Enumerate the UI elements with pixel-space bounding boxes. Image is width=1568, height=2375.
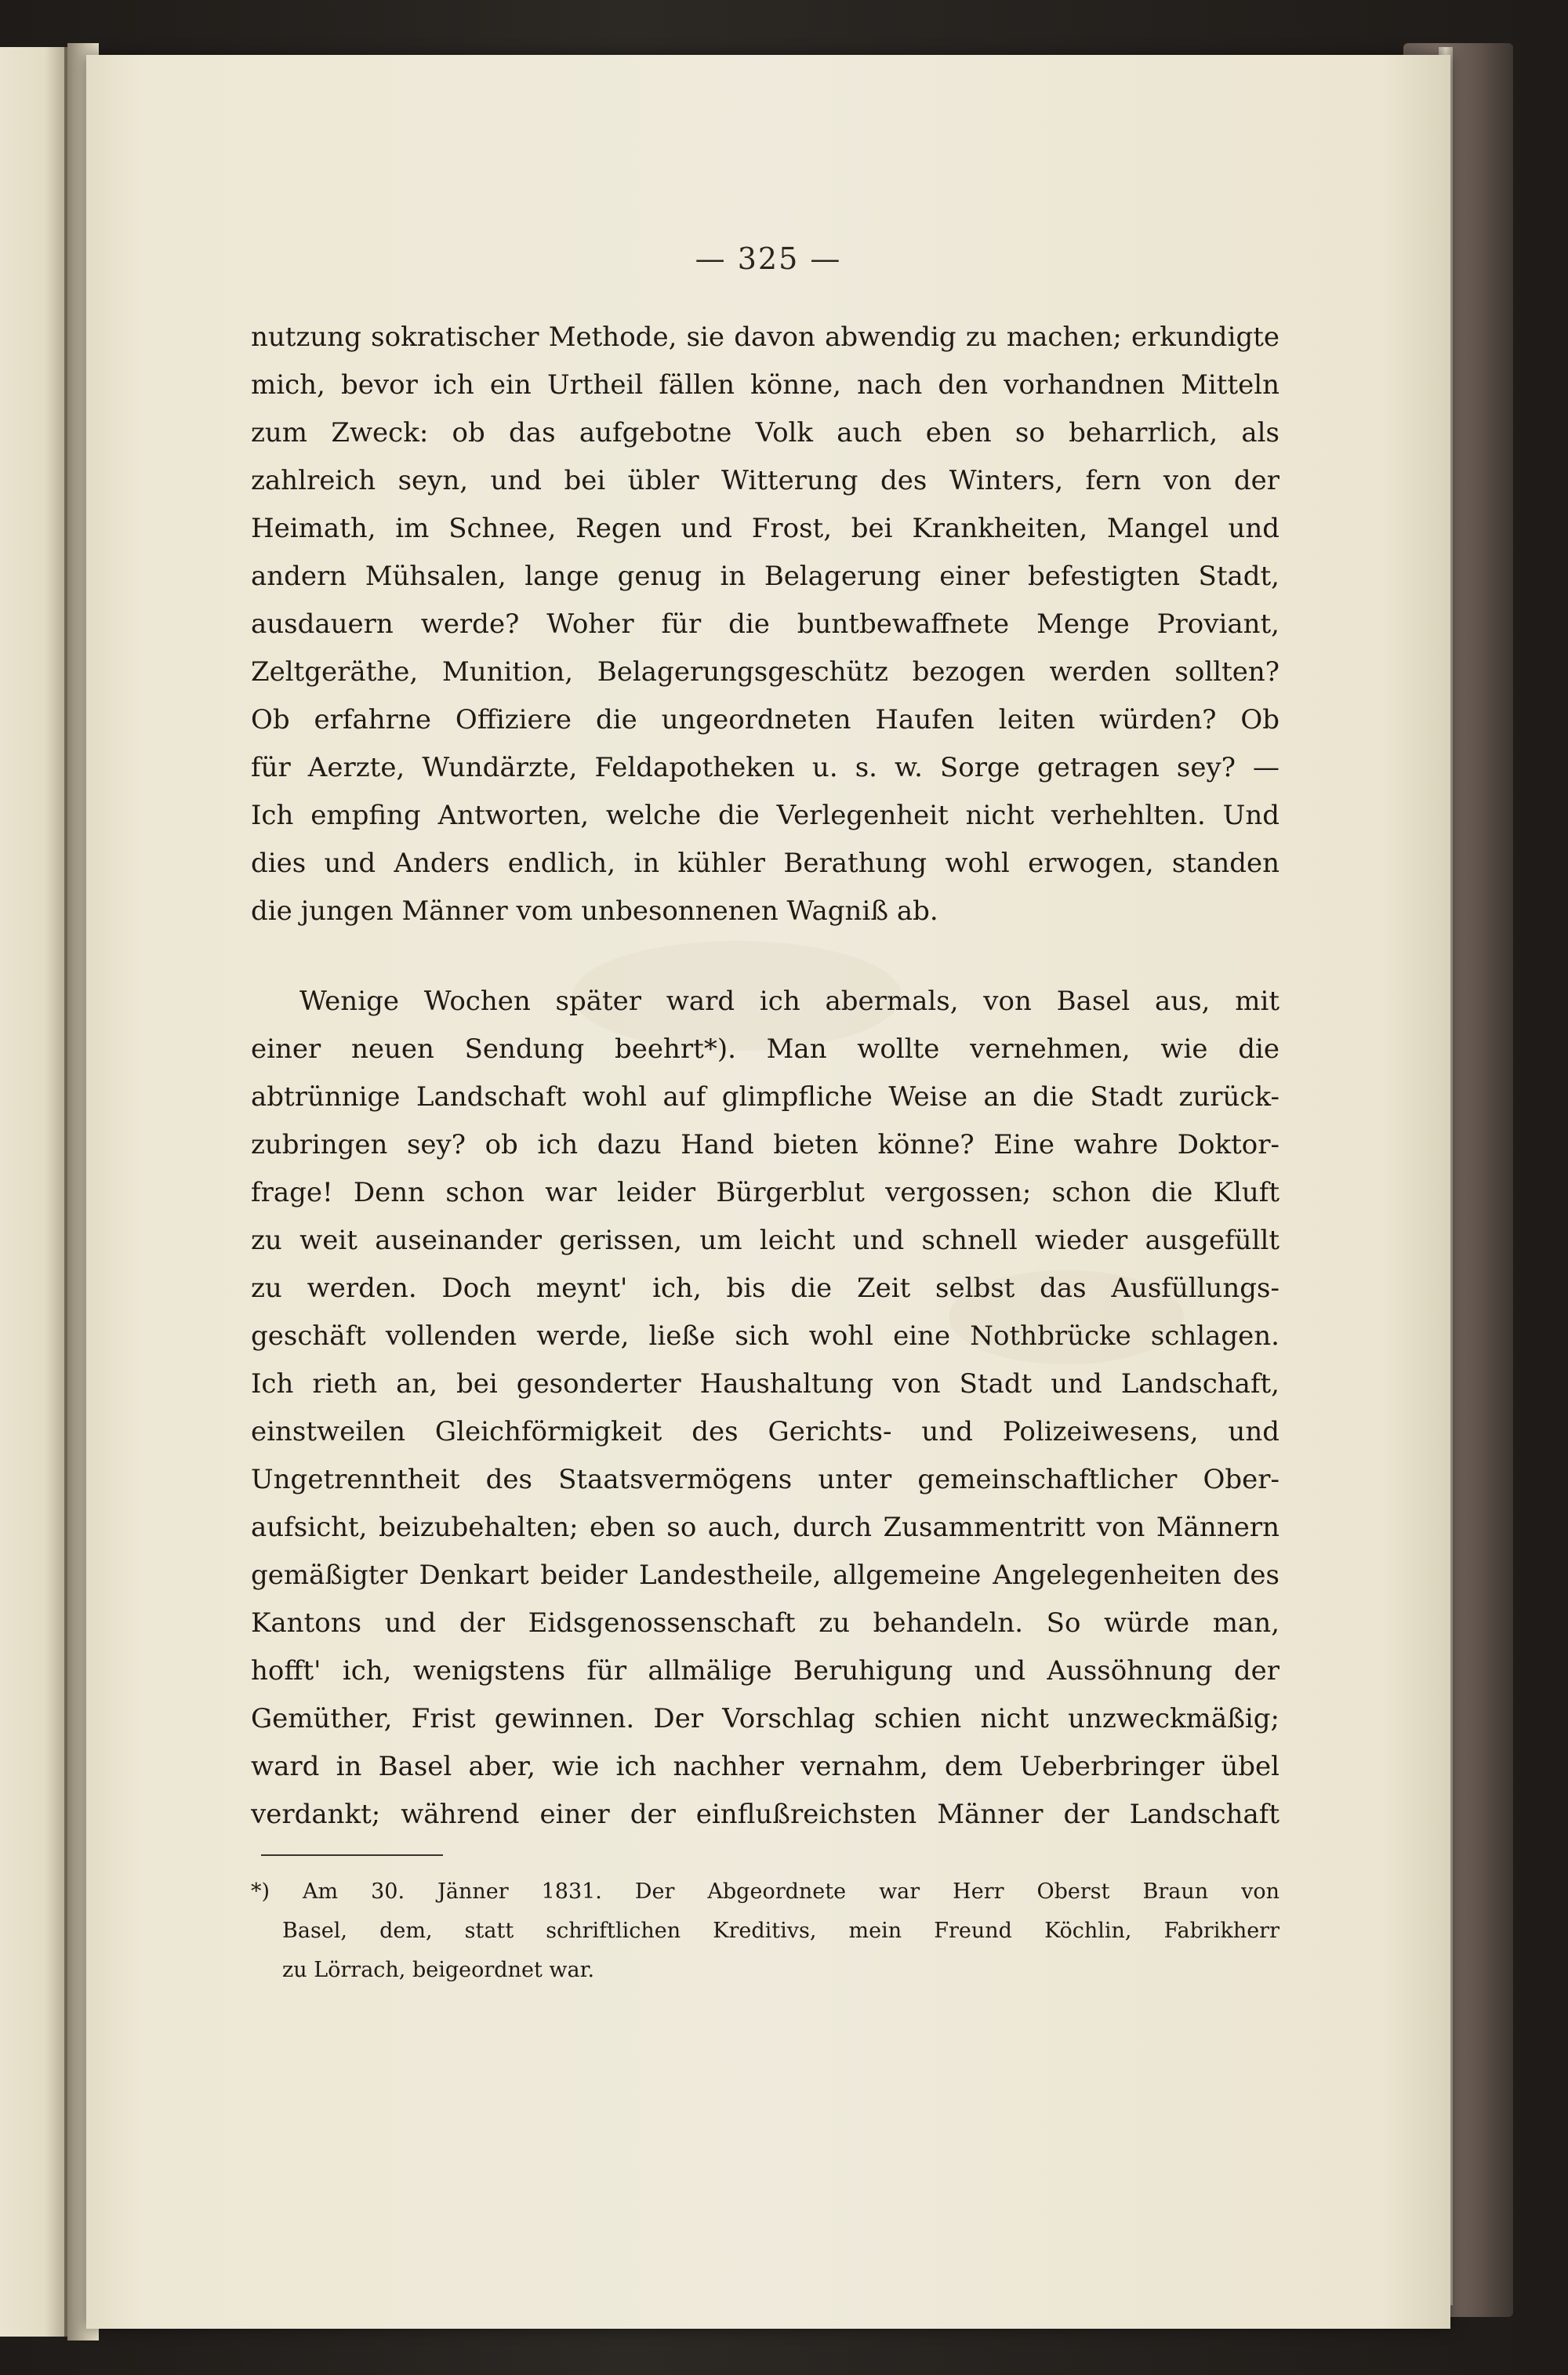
text-line: Gemüther, Frist gewinnen. Der Vorschlag schien nicht unzweckmäßig;	[251, 1703, 1279, 1734]
text-line: aufsicht, beizubehalten; eben so auch, durch Zusammentritt von Männern	[251, 1512, 1279, 1543]
text-line: dies und Anders endlich, in kühler Berathung wohl erwogen, standen	[251, 848, 1279, 879]
text-line: Kantons und der Eidsgenossenschaft zu behandeln. So würde man,	[251, 1607, 1279, 1639]
text-line: einer neuen Sendung beehrt*). Man wollte vernehmen, wie die	[251, 1033, 1279, 1065]
text-line: zubringen sey? ob ich dazu Hand bieten könne? Eine wahre Doktor-	[251, 1129, 1279, 1160]
facing-page-edge	[0, 47, 67, 2337]
text-line: zu werden. Doch meynt' ich, bis die Zeit selbst das Ausfüllungs-	[251, 1273, 1279, 1304]
text-line: mich, bevor ich ein Urtheil fällen könne, nach den vorhandnen Mitteln	[251, 369, 1279, 401]
text-line: Ich empfing Antworten, welche die Verlegenheit nicht verhehlten. Und	[251, 800, 1279, 831]
text-line: geschäft vollenden werde, ließe sich wohl eine Nothbrücke schlagen.	[251, 1320, 1279, 1352]
footnote-line: Basel, dem, statt schriftlichen Kreditivs, mein Freund Köchlin, Fabrikherr	[282, 1919, 1279, 1943]
text-line: abtrünnige Landschaft wohl auf glimpfliche Weise an die Stadt zurück-	[251, 1081, 1279, 1113]
text-line: Zeltgeräthe, Munition, Belagerungsgeschütz bezogen werden sollten?	[251, 656, 1279, 688]
text-line: Wenige Wochen später ward ich abermals, von Basel aus, mit	[299, 986, 1279, 1017]
text-line: zu weit auseinander gerissen, um leicht und schnell wieder ausgefüllt	[251, 1225, 1279, 1256]
footnote-rule	[261, 1854, 443, 1856]
text-line: zahlreich seyn, und bei übler Witterung des Winters, fern von der	[251, 465, 1279, 496]
text-line: die jungen Männer vom unbesonnenen Wagniß ab.	[251, 895, 938, 927]
paragraph-1	[251, 314, 1279, 935]
text-line: gemäßigter Denkart beider Landestheile, allgemeine Angelegenheiten des	[251, 1560, 1279, 1591]
text-line: Ob erfahrne Offiziere die ungeordneten Haufen leiten würden? Ob	[251, 704, 1279, 735]
text-line: frage! Denn schon war leider Bürgerblut vergossen; schon die Kluft	[251, 1177, 1279, 1208]
text-line: Ungetrenntheit des Staatsvermögens unter gemeinschaftlicher Ober-	[251, 1464, 1279, 1495]
footnote-line: zu Lörrach, beigeordnet war.	[282, 1958, 595, 1982]
text-line: einstweilen Gleichförmigkeit des Gerichts- und Polizeiwesens, und	[251, 1416, 1279, 1447]
text-line: Ich rieth an, bei gesonderter Haushaltung von Stadt und Landschaft,	[251, 1368, 1279, 1400]
footnote-line: *) Am 30. Jänner 1831. Der Abgeordnete war Herr Oberst Braun von	[251, 1879, 1279, 1904]
paragraph-2	[251, 978, 1279, 1839]
text-line: nutzung sokratischer Methode, sie davon abwendig zu machen; erkundigte	[251, 321, 1279, 353]
text-line: für Aerzte, Wundärzte, Feldapotheken u. s. w. Sorge getragen sey? —	[251, 752, 1279, 783]
text-line: andern Mühsalen, lange genug in Belagerung einer befestigten Stadt,	[251, 561, 1279, 592]
page-number: — 325 —	[695, 241, 842, 276]
text-line: hofft' ich, wenigstens für allmälige Beruhigung und Aussöhnung der	[251, 1655, 1279, 1687]
text-line: verdankt; während einer der einflußreichsten Männer der Landschaft	[251, 1799, 1279, 1830]
text-line: ward in Basel aber, wie ich nachher vernahm, dem Ueberbringer übel	[251, 1751, 1279, 1782]
footnote	[251, 1872, 1279, 1990]
text-line: zum Zweck: ob das aufgebotne Volk auch eben so beharrlich, als	[251, 417, 1279, 448]
text-line: ausdauern werde? Woher für die buntbewaffnete Menge Proviant,	[251, 608, 1279, 640]
paragraph-gap	[251, 935, 1279, 978]
text-line: Heimath, im Schnee, Regen und Frost, bei Krankheiten, Mangel und	[251, 513, 1279, 544]
main-text	[251, 314, 1279, 1839]
